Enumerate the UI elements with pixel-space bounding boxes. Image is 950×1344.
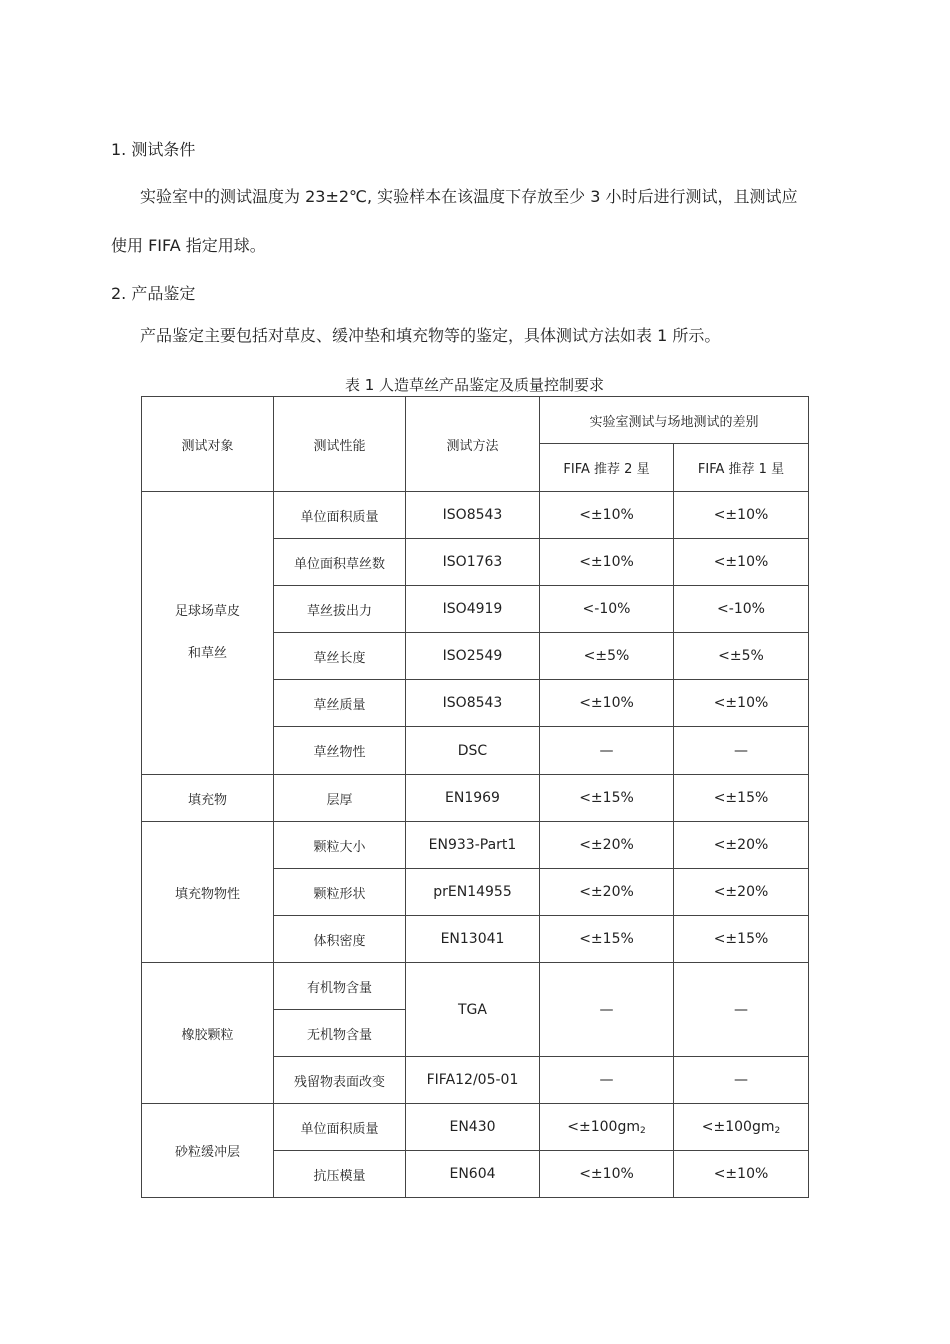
value-text: <±100gm (701, 1118, 775, 1135)
row-method: ISO1763 (406, 539, 540, 586)
row-method: EN1969 (406, 775, 540, 822)
row-property: 颗粒形状 (274, 869, 406, 916)
header-lab-field-difference: 实验室测试与场地测试的差别 (540, 397, 809, 444)
header-test-method: 测试方法 (406, 397, 540, 492)
header-test-property: 测试性能 (274, 397, 406, 492)
value-text: <±100gm (567, 1118, 640, 1135)
row-property: 层厚 (274, 775, 406, 822)
row-one-star-value: <±15% (674, 775, 809, 822)
row-one-star-value: <±5% (674, 633, 809, 680)
row-method: EN933-Part1 (406, 822, 540, 869)
section2-heading: 2. 产品鉴定 (111, 284, 196, 303)
group-sand-shock-pad: 砂粒缓冲层 (142, 1104, 274, 1198)
row-two-star-value: <±10% (540, 539, 674, 586)
row-property: 抗压模量 (274, 1151, 406, 1198)
row-property: 体积密度 (274, 916, 406, 963)
row-one-star-value: <±10% (674, 680, 809, 727)
row-property: 草丝拔出力 (274, 586, 406, 633)
header-fifa-one-star: FIFA 推荐 1 星 (674, 444, 809, 492)
row-one-star-value: <±10% (674, 492, 809, 539)
row-method: ISO8543 (406, 680, 540, 727)
row-method: TGA (406, 963, 540, 1057)
row-one-star-value: — (674, 1057, 809, 1104)
row-method: ISO2549 (406, 633, 540, 680)
row-two-star-value: <±20% (540, 822, 674, 869)
row-two-star-value: — (540, 963, 674, 1057)
group-turf-line2: 和草丝 (187, 646, 227, 661)
row-two-star-value: <±10% (540, 492, 674, 539)
row-two-star-value: <±15% (540, 775, 674, 822)
section1-heading: 1. 测试条件 (111, 140, 196, 159)
row-property: 单位面积草丝数 (274, 539, 406, 586)
row-method: ISO8543 (406, 492, 540, 539)
row-method: FIFA12/05-01 (406, 1057, 540, 1104)
row-two-star-value: — (540, 1057, 674, 1104)
row-two-star-value (540, 1104, 674, 1151)
row-property: 草丝物性 (274, 727, 406, 775)
group-turf-line1: 足球场草皮 (174, 604, 240, 619)
row-two-star-value: <±5% (540, 633, 674, 680)
section1-paragraph-line1: 实验室中的测试温度为 23±2℃, 实验样本在该温度下存放至少 3 小时后进行测试，且测试应 (140, 187, 798, 206)
row-property: 残留物表面改变 (274, 1057, 406, 1104)
row-property: 草丝长度 (274, 633, 406, 680)
value-subscript: 2 (639, 1125, 646, 1136)
row-two-star-value: <±15% (540, 916, 674, 963)
row-two-star-value: <±20% (540, 869, 674, 916)
row-one-star-value: <±15% (674, 916, 809, 963)
row-property: 草丝质量 (274, 680, 406, 727)
group-infill: 填充物 (142, 775, 274, 822)
row-method: DSC (406, 727, 540, 775)
row-two-star-value: <±10% (540, 1151, 674, 1198)
row-method: EN604 (406, 1151, 540, 1198)
group-rubber-granules: 橡胶颗粒 (142, 963, 274, 1104)
section2-paragraph: 产品鉴定主要包括对草皮、缓冲垫和填充物等的鉴定，具体测试方法如表 1 所示。 (140, 326, 721, 345)
row-property: 无机物含量 (274, 1010, 406, 1057)
header-test-object: 测试对象 (142, 397, 274, 492)
row-one-star-value: <-10% (674, 586, 809, 633)
header-fifa-two-star: FIFA 推荐 2 星 (540, 444, 674, 492)
row-method: ISO4919 (406, 586, 540, 633)
row-one-star-value: <±20% (674, 822, 809, 869)
value-subscript: 2 (774, 1125, 781, 1136)
row-method: EN13041 (406, 916, 540, 963)
group-infill-properties: 填充物物性 (142, 822, 274, 963)
row-method: prEN14955 (406, 869, 540, 916)
row-one-star-value: — (674, 727, 809, 775)
row-one-star-value: <±10% (674, 1151, 809, 1198)
row-two-star-value: <-10% (540, 586, 674, 633)
row-one-star-value: — (674, 963, 809, 1057)
row-property: 单位面积质量 (274, 492, 406, 539)
spec-table (141, 396, 809, 1198)
row-one-star-value (674, 1104, 809, 1151)
group-turf-and-fibers (142, 492, 274, 775)
row-one-star-value: <±10% (674, 539, 809, 586)
row-one-star-value: <±20% (674, 869, 809, 916)
row-property: 颗粒大小 (274, 822, 406, 869)
section1-paragraph-line2: 使用 FIFA 指定用球。 (111, 236, 266, 255)
row-method: EN430 (406, 1104, 540, 1151)
row-two-star-value: <±10% (540, 680, 674, 727)
row-property: 有机物含量 (274, 963, 406, 1010)
table-caption: 表 1 人造草丝产品鉴定及质量控制要求 (344, 376, 605, 394)
row-two-star-value: — (540, 727, 674, 775)
row-property: 单位面积质量 (274, 1104, 406, 1151)
